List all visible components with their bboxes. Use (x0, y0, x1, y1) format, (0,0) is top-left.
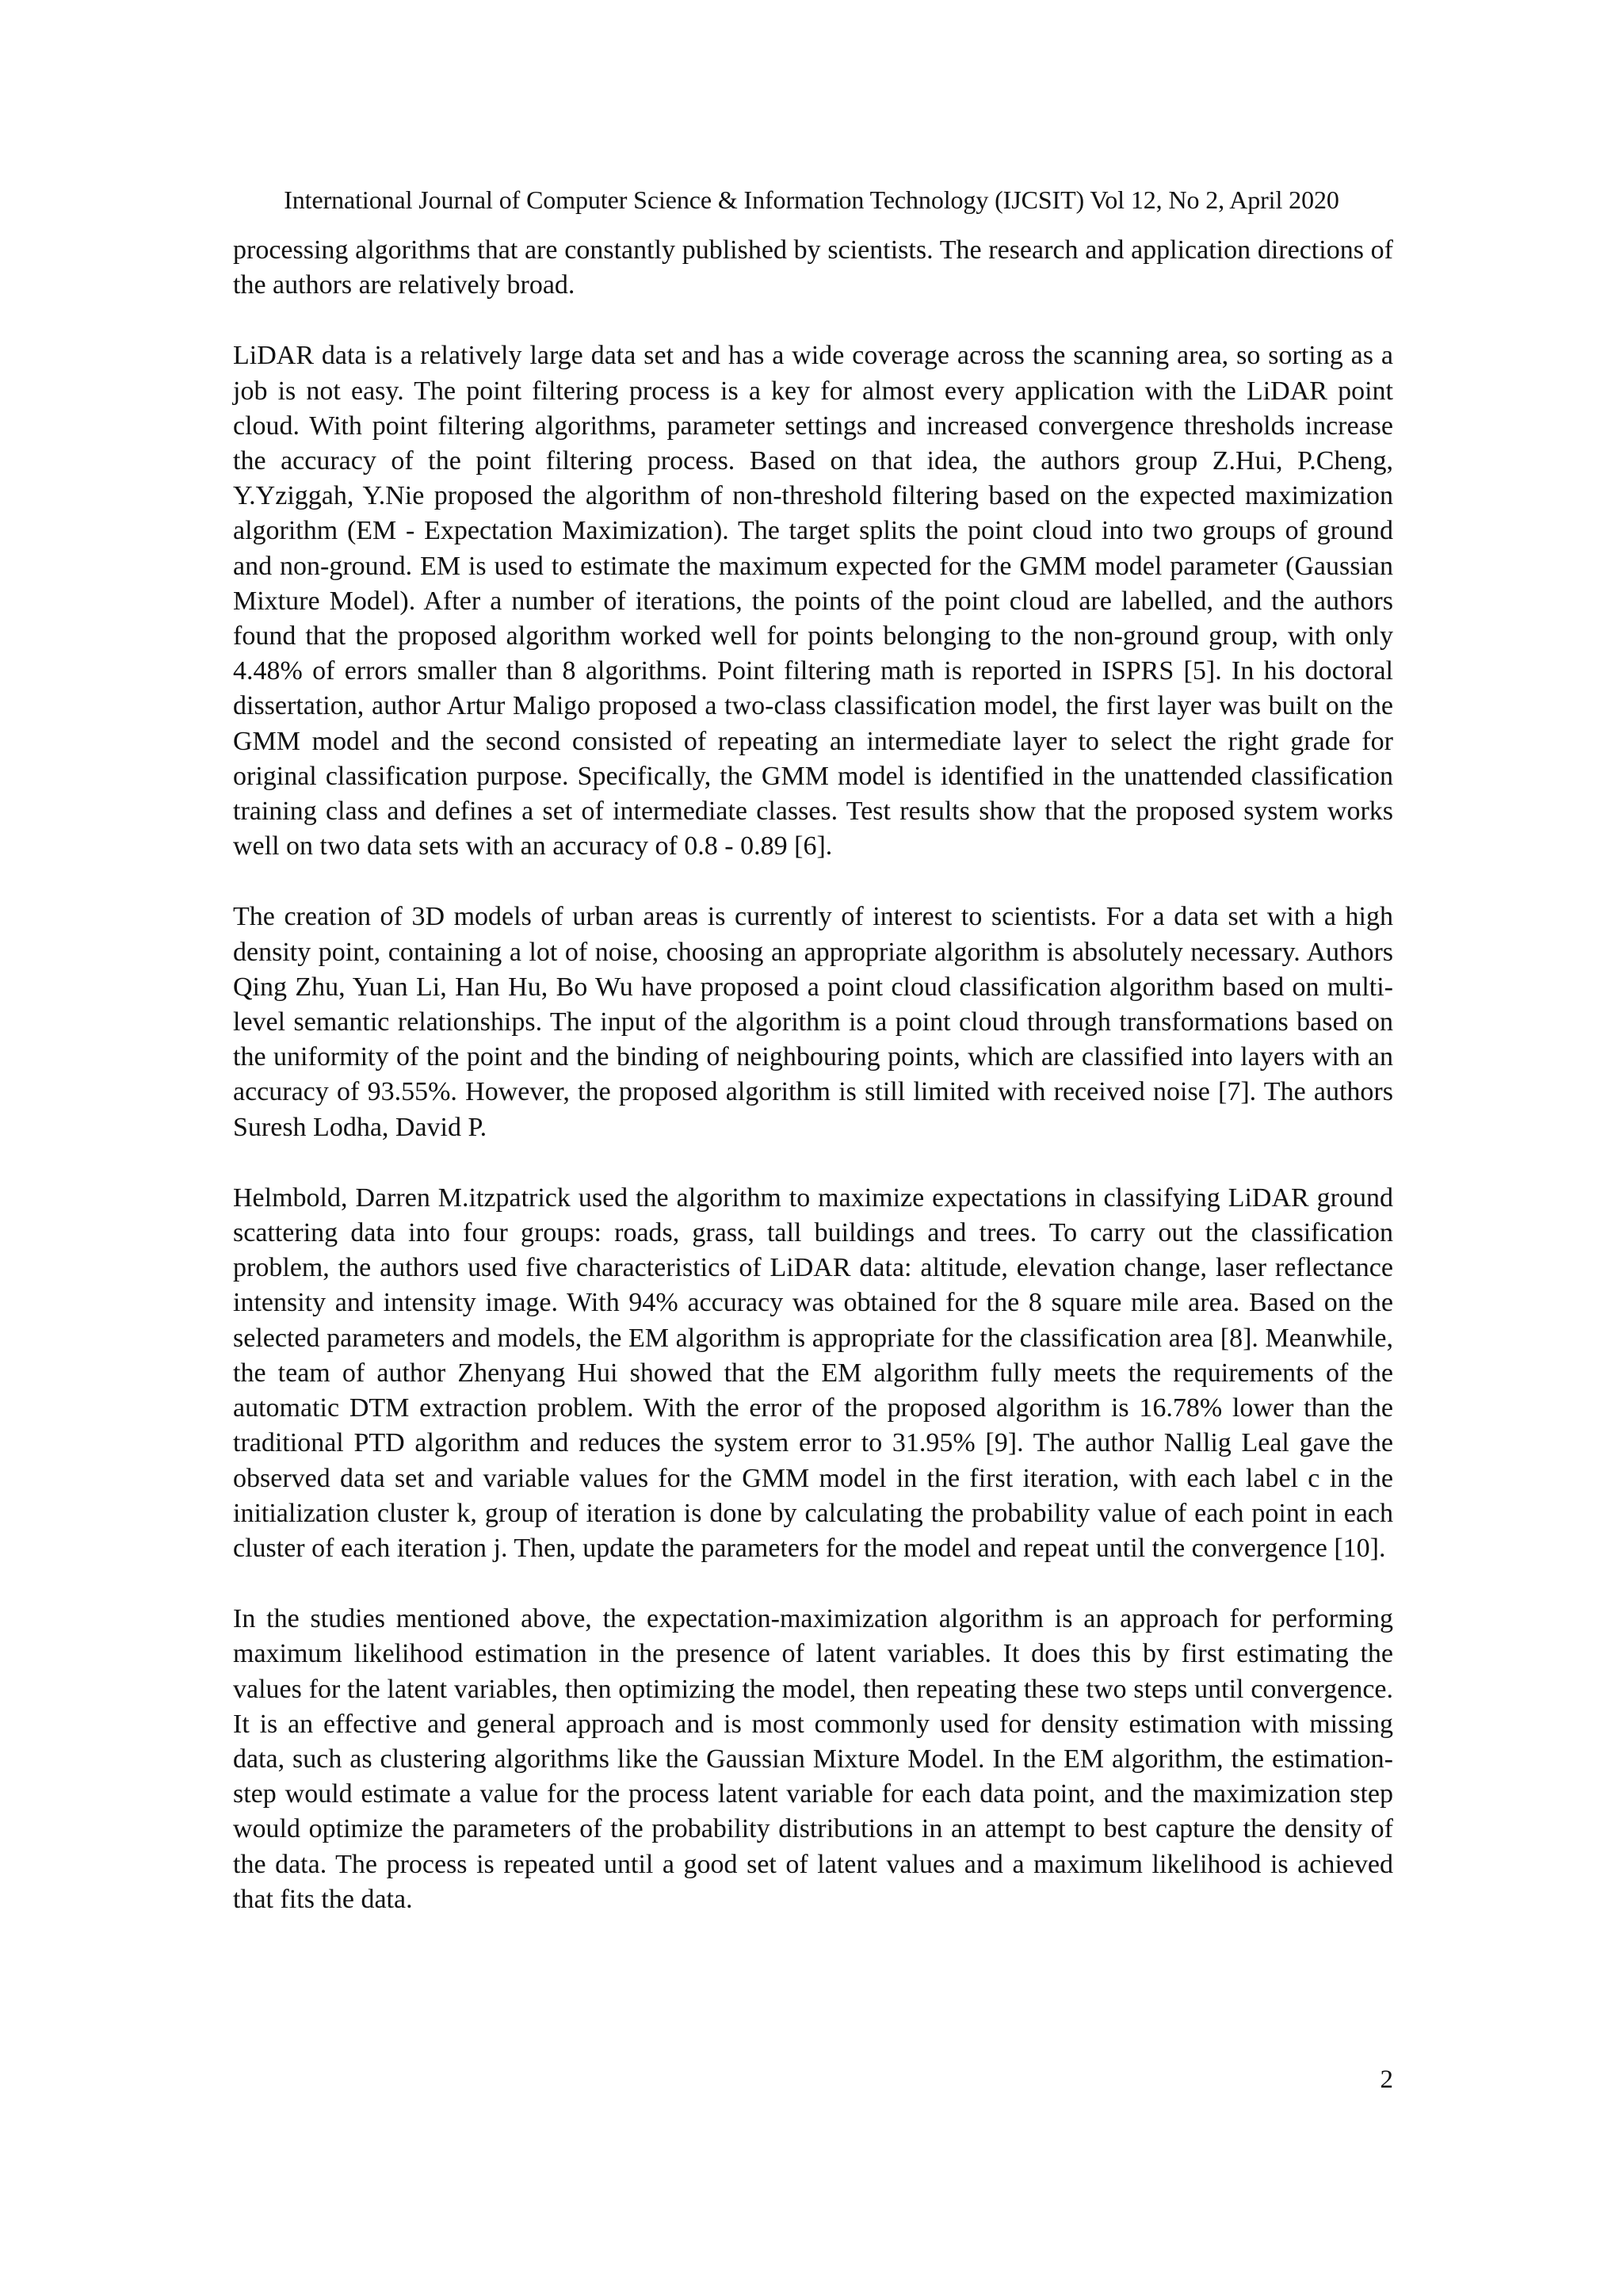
body-text (233, 233, 1393, 1917)
running-header: International Journal of Computer Science & Information Technology (IJCSIT) Vol 12, No 2, April 2020 (284, 185, 1339, 214)
paragraph-3: The creation of 3D models of urban areas is currently of interest to scientists. For a data set with a high density point, containing a lot of noise, choosing an appropriate algorithm is absolutely necessary. Authors Qing Zhu, Yuan Li, Han Hu, Bo Wu have proposed a point cloud classification algorithm based on multi-level semantic relationships. The input of the algorithm is a point cloud through transformations based on the uniformity of the point and the binding of neighbouring points, which are classified into layers with an accuracy of 93.55%. However, the proposed algorithm is still limited with received noise [7]. The authors Suresh Lodha, David P. (233, 902, 1393, 1142)
paragraph-5: In the studies mentioned above, the expectation-maximization algorithm is an approach for performing maximum likelihood estimation in the presence of latent variables. It does this by first estimating the values for the latent variables, then optimizing the model, then repeating these two steps until convergence. It is an effective and general approach and is most commonly used for density estimation with missing data, such as clustering algorithms like the Gaussian Mixture Model. In the EM algorithm, the estimation-step would estimate a value for the process latent variable for each data point, and the maximization step would optimize the parameters of the probability distributions in an attempt to best capture the density of the data. The process is repeated until a good set of latent values and a maximum likelihood is achieved that fits the data. (233, 1604, 1393, 1914)
page-number: 2 (1380, 2065, 1393, 2094)
paragraph-1: processing algorithms that are constantly published by scientists. The research and application directions of the authors are relatively broad. (233, 235, 1393, 300)
paragraph-4: Helmbold, Darren M.itzpatrick used the algorithm to maximize expectations in classifying LiDAR ground scattering data into four groups: roads, grass, tall buildings and trees. To carry out the classification problem, the authors used five characteristics of LiDAR data: altitude, elevation change, laser reflectance intensity and intensity image. With 94% accuracy was obtained for the 8 square mile area. Based on the selected parameters and models, the EM algorithm is appropriate for the classification area [8]. Meanwhile, the team of author Zhenyang Hui showed that the EM algorithm fully meets the requirements of the automatic DTM extraction problem. With the error of the proposed algorithm is 16.78% lower than the traditional PTD algorithm and reduces the system error to 31.95% [9]. The author Nallig Leal gave the observed data set and variable values for the GMM model in the first iteration, with each label c in the initialization cluster k, group of iteration is done by calculating the probability value of each point in each cluster of each iteration j. Then, update the parameters for the model and repeat until the convergence [10]. (233, 1182, 1393, 1563)
paragraph-2: LiDAR data is a relatively large data set and has a wide coverage across the scanning area, so sorting as a job is not easy. The point filtering process is a key for almost every application with the LiDAR point cloud. With point filtering algorithms, parameter settings and increased convergence thresholds increase the accuracy of the point filtering process. Based on that idea, the authors group Z.Hui, P.Cheng, Y.Yziggah, Y.Nie proposed the algorithm of non-threshold filtering based on the expected maximization algorithm (EM - Expectation Maximization). The target splits the point cloud into two groups of ground and non-ground. EM is used to estimate the maximum expected for the GMM model parameter (Gaussian Mixture Model). After a number of iterations, the points of the point cloud are labelled, and the authors found that the proposed algorithm worked well for points belonging to the non-ground group, with only 4.48% of errors smaller than 8 algorithms. Point filtering math is reported in ISPRS [5]. In his doctoral dissertation, author Artur Maligo proposed a two-class classification model, the first layer was built on the GMM model and the second consisted of repeating an intermediate layer to select the right grade for original classification purpose. Specifically, the GMM model is identified in the unattended classification training class and defines a set of intermediate classes. Test results show that the proposed system works well on two data sets with an accuracy of 0.8 - 0.89 [6]. (233, 341, 1393, 861)
